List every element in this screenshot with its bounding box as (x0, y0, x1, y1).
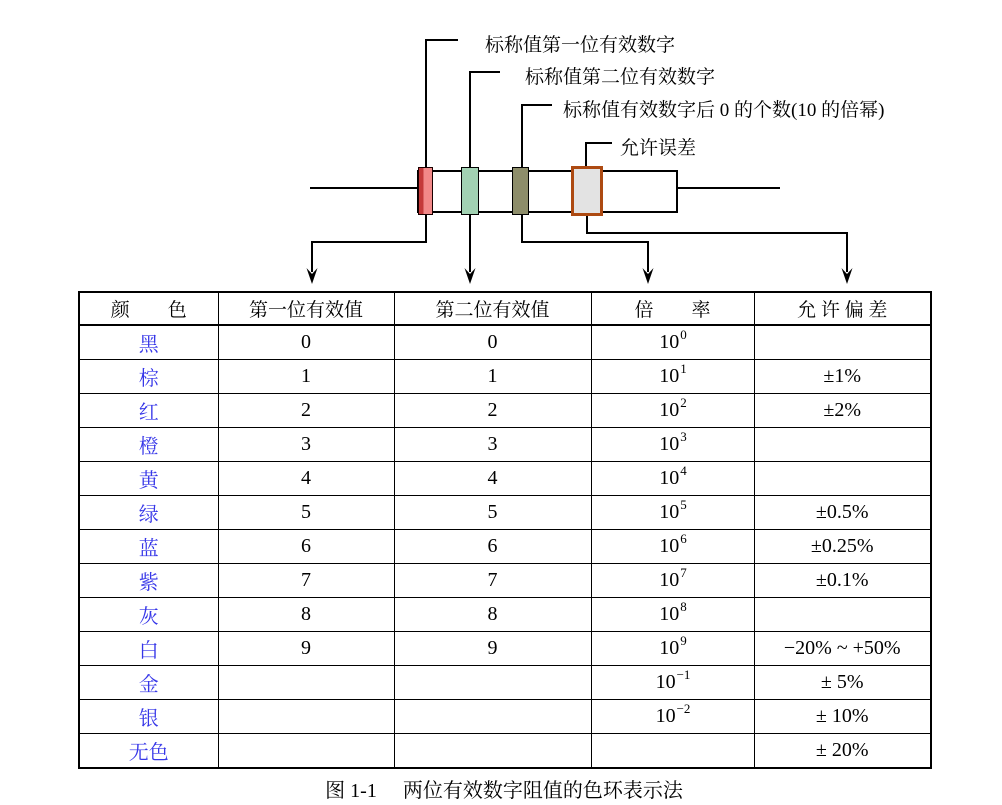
cell-color-name: 灰 (79, 598, 218, 632)
cell-tolerance: ± 5% (754, 666, 931, 700)
cell-tolerance (754, 598, 931, 632)
arrow-line-3 (522, 214, 648, 272)
table-row (79, 666, 931, 700)
table-row (79, 530, 931, 564)
table-row (79, 700, 931, 734)
column-header: 允 许 偏 差 (754, 292, 931, 325)
cell-multiplier: $10^7$ (591, 564, 754, 598)
cell-first-digit (218, 700, 394, 734)
table-row (79, 496, 931, 530)
arrow-line-1 (312, 214, 426, 272)
cell-tolerance: −20% ~ +50% (754, 632, 931, 666)
cell-first-digit (218, 734, 394, 769)
cell-color-name: 无色 (79, 734, 218, 769)
band-label-multiplier: 标称值有效数字后 0 的个数(10 的倍幂) (563, 100, 885, 121)
cell-multiplier: $10^3$ (591, 428, 754, 462)
cell-tolerance: ±1% (754, 360, 931, 394)
figure-title: 两位有效数字阻值的色环表示法 (402, 780, 683, 802)
cell-first-digit: 8 (218, 598, 394, 632)
cell-first-digit: 9 (218, 632, 394, 666)
cell-multiplier: $10^{-2}$ (591, 700, 754, 734)
cell-multiplier: $10^6$ (591, 530, 754, 564)
cell-second-digit: 6 (394, 530, 591, 564)
table-row (79, 632, 931, 666)
cell-color-name: 绿 (79, 496, 218, 530)
cell-multiplier: $10^0$ (591, 325, 754, 360)
cell-second-digit: 5 (394, 496, 591, 530)
cell-tolerance: ±2% (754, 394, 931, 428)
cell-multiplier: $10^2$ (591, 394, 754, 428)
column-header: 第一位有效值 (218, 292, 394, 325)
cell-tolerance (754, 325, 931, 360)
table-row (79, 325, 931, 360)
cell-second-digit (394, 666, 591, 700)
cell-multiplier: $10^5$ (591, 496, 754, 530)
cell-second-digit: 8 (394, 598, 591, 632)
header-row (79, 292, 931, 325)
band-4-tolerance (571, 166, 603, 216)
cell-first-digit (218, 666, 394, 700)
cell-multiplier: $10^1$ (591, 360, 754, 394)
cell-second-digit: 3 (394, 428, 591, 462)
column-header: 颜 色 (79, 292, 218, 325)
cell-second-digit: 4 (394, 462, 591, 496)
label-line-4 (586, 143, 612, 168)
cell-color-name: 棕 (79, 360, 218, 394)
band-label-first-digit: 标称值第一位有效数字 (485, 35, 676, 56)
cell-tolerance: ±0.1% (754, 564, 931, 598)
cell-multiplier (591, 734, 754, 769)
cell-color-name: 黑 (79, 325, 218, 360)
cell-color-name: 橙 (79, 428, 218, 462)
cell-tolerance (754, 428, 931, 462)
table-row (79, 394, 931, 428)
cell-second-digit: 0 (394, 325, 591, 360)
cell-color-name: 蓝 (79, 530, 218, 564)
column-header: 第二位有效值 (394, 292, 591, 325)
cell-color-name: 紫 (79, 564, 218, 598)
cell-tolerance: ±0.5% (754, 496, 931, 530)
cell-second-digit: 2 (394, 394, 591, 428)
cell-first-digit: 6 (218, 530, 394, 564)
cell-first-digit: 7 (218, 564, 394, 598)
color-code-table (78, 291, 932, 769)
cell-first-digit: 4 (218, 462, 394, 496)
cell-color-name: 黄 (79, 462, 218, 496)
cell-tolerance: ±0.25% (754, 530, 931, 564)
cell-first-digit: 0 (218, 325, 394, 360)
table-row (79, 428, 931, 462)
cell-first-digit: 3 (218, 428, 394, 462)
column-header: 倍 率 (591, 292, 754, 325)
table-row (79, 598, 931, 632)
cell-color-name: 银 (79, 700, 218, 734)
band-2-green (461, 167, 479, 215)
cell-tolerance: ± 10% (754, 700, 931, 734)
cell-second-digit (394, 734, 591, 769)
resistor-body (417, 170, 678, 213)
cell-first-digit: 1 (218, 360, 394, 394)
cell-first-digit: 2 (218, 394, 394, 428)
cell-second-digit: 7 (394, 564, 591, 598)
cell-multiplier: $10^9$ (591, 632, 754, 666)
cell-first-digit: 5 (218, 496, 394, 530)
band-3-olive (512, 167, 529, 215)
cell-second-digit: 1 (394, 360, 591, 394)
label-line-2 (470, 72, 500, 168)
figure-number: 图 1-1 (325, 780, 377, 802)
cell-color-name: 白 (79, 632, 218, 666)
cell-tolerance (754, 462, 931, 496)
table-row (79, 360, 931, 394)
cell-tolerance: ± 20% (754, 734, 931, 769)
table-row (79, 564, 931, 598)
label-line-3 (522, 105, 552, 168)
cell-second-digit: 9 (394, 632, 591, 666)
cell-color-name: 金 (79, 666, 218, 700)
label-line-1 (426, 40, 458, 168)
cell-multiplier: $10^8$ (591, 598, 754, 632)
cell-multiplier: $10^{-1}$ (591, 666, 754, 700)
table-row (79, 734, 931, 769)
cell-second-digit (394, 700, 591, 734)
band-label-tolerance: 允许误差 (620, 138, 697, 159)
band-1-red (418, 167, 433, 215)
band-label-second-digit: 标称值第二位有效数字 (525, 67, 716, 88)
cell-color-name: 红 (79, 394, 218, 428)
figure-caption (78, 774, 930, 803)
cell-multiplier: $10^4$ (591, 462, 754, 496)
table-row (79, 462, 931, 496)
